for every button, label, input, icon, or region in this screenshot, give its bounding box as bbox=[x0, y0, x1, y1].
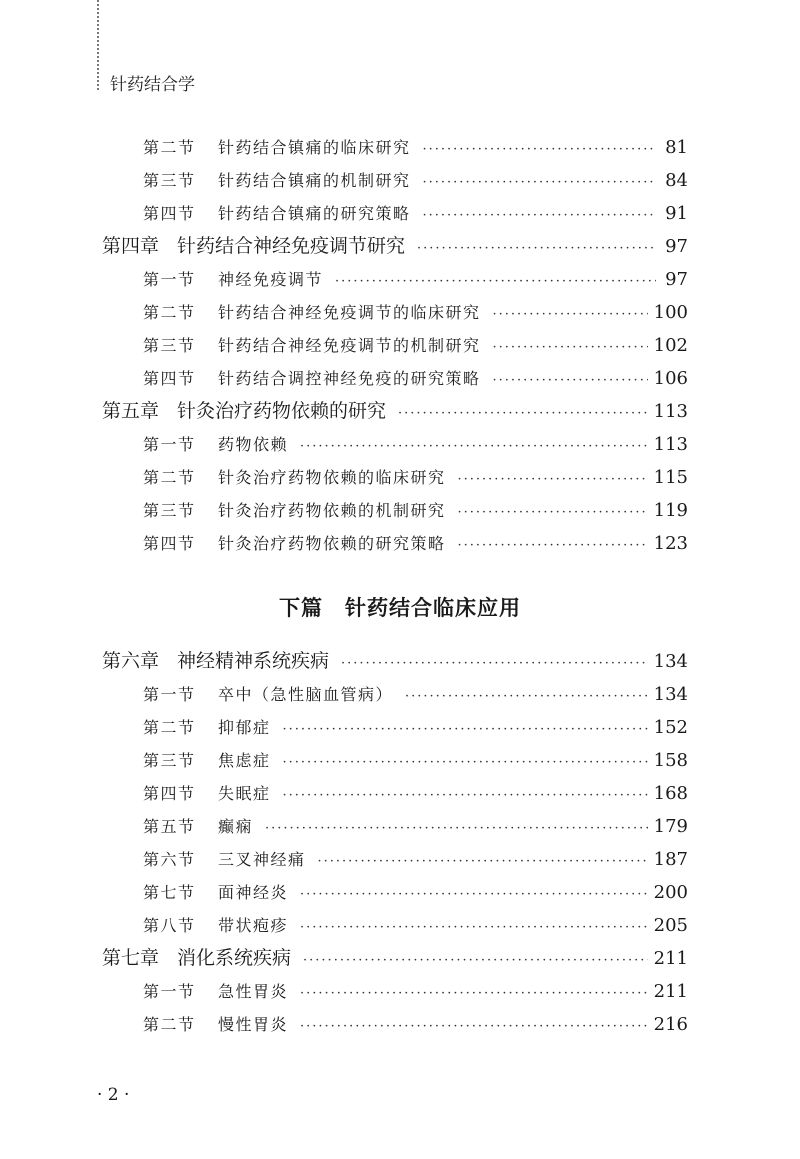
toc-entry-title: 慢性胃炎 bbox=[218, 1015, 289, 1034]
toc-chapter-entry bbox=[102, 942, 688, 975]
toc-dot-leader bbox=[318, 845, 648, 878]
toc-entry-number: 第五章 bbox=[102, 400, 160, 422]
toc-entry-page: 168 bbox=[653, 783, 688, 804]
toc-entry-number: 第五节 bbox=[143, 817, 196, 836]
toc-entry-page: 97 bbox=[665, 236, 688, 257]
toc-entry-number: 第四节 bbox=[143, 534, 196, 553]
toc-entry-title: 抑郁症 bbox=[218, 718, 271, 737]
toc-entry-page: 205 bbox=[653, 915, 688, 936]
toc-entry-page: 84 bbox=[665, 170, 688, 191]
toc-entry-title: 焦虑症 bbox=[218, 751, 271, 770]
toc-entry-number: 第二节 bbox=[143, 1015, 196, 1034]
toc-entry-page: 115 bbox=[653, 467, 688, 488]
toc-entry-page: 113 bbox=[653, 434, 688, 455]
toc-section-entry bbox=[143, 975, 688, 1008]
toc-dot-leader bbox=[493, 331, 648, 364]
margin-dotted-rule bbox=[97, 0, 99, 90]
toc-entry-page: 158 bbox=[653, 750, 688, 771]
toc-entry-page: 211 bbox=[653, 948, 688, 969]
toc-section-top bbox=[0, 131, 800, 560]
toc-dot-leader bbox=[398, 397, 648, 430]
toc-entry-page: 113 bbox=[653, 401, 688, 422]
toc-dot-leader bbox=[300, 911, 648, 944]
toc-entry-page: 200 bbox=[653, 882, 688, 903]
toc-entry-page: 134 bbox=[653, 684, 688, 705]
toc-entry-number: 第四节 bbox=[143, 369, 196, 388]
toc-dot-leader bbox=[300, 1010, 648, 1043]
toc-entry-number: 第一节 bbox=[143, 270, 196, 289]
toc-section-entry bbox=[143, 164, 688, 197]
toc-chapter-entry bbox=[102, 395, 688, 428]
toc-entry-number: 第一节 bbox=[143, 982, 196, 1001]
toc-dot-leader bbox=[265, 812, 648, 845]
toc-dot-leader bbox=[423, 166, 656, 199]
toc-entry-page: 106 bbox=[653, 368, 688, 389]
toc-entry-title: 神经免疫调节 bbox=[218, 270, 324, 289]
toc-entry-title: 针灸治疗药物依赖的临床研究 bbox=[218, 468, 446, 487]
toc-section-entry bbox=[143, 461, 688, 494]
toc-entry-page: 187 bbox=[653, 849, 688, 870]
toc-section-entry bbox=[143, 1008, 688, 1041]
toc-section-entry bbox=[143, 843, 688, 876]
toc-entry-page: 119 bbox=[653, 500, 688, 521]
toc-entry-title: 急性胃炎 bbox=[218, 982, 289, 1001]
toc-entry-title: 面神经炎 bbox=[218, 883, 289, 902]
toc-section-entry bbox=[143, 777, 688, 810]
toc-entry-page: 97 bbox=[665, 269, 688, 290]
toc-dot-leader bbox=[283, 713, 648, 746]
toc-dot-leader bbox=[423, 133, 656, 166]
toc-entry-title: 卒中（急性脑血管病） bbox=[218, 685, 394, 704]
toc-entry-number: 第七节 bbox=[143, 883, 196, 902]
toc-dot-leader bbox=[300, 430, 648, 463]
toc-entry-page: 134 bbox=[653, 651, 688, 672]
toc-entry-title: 神经精神系统疾病 bbox=[177, 650, 330, 672]
toc-section-entry bbox=[143, 527, 688, 560]
toc-section-entry bbox=[143, 131, 688, 164]
toc-entry-title: 针药结合调控神经免疫的研究策略 bbox=[218, 369, 481, 388]
toc-entry-number: 第四章 bbox=[102, 235, 160, 257]
toc-entry-page: 211 bbox=[653, 981, 688, 1002]
toc-entry-number: 第一节 bbox=[143, 685, 196, 704]
toc-entry-number: 第二节 bbox=[143, 468, 196, 487]
toc-entry-title: 针药结合镇痛的机制研究 bbox=[218, 171, 411, 190]
toc-dot-leader bbox=[283, 746, 648, 779]
toc-dot-leader bbox=[458, 496, 648, 529]
toc-entry-title: 带状疱疹 bbox=[218, 916, 289, 935]
toc-entry-page: 91 bbox=[665, 203, 688, 224]
toc-section-entry bbox=[143, 197, 688, 230]
toc-dot-leader bbox=[417, 232, 656, 265]
toc-entry-title: 针药结合神经免疫调节的临床研究 bbox=[218, 303, 481, 322]
toc-entry-number: 第八节 bbox=[143, 916, 196, 935]
part-title: 下篇 针药结合临床应用 bbox=[279, 596, 521, 620]
toc-section-entry bbox=[143, 428, 688, 461]
toc-entry-title: 失眠症 bbox=[218, 784, 271, 803]
toc-dot-leader bbox=[303, 944, 648, 977]
toc-entry-number: 第四节 bbox=[143, 204, 196, 223]
toc-entry-number: 第二节 bbox=[143, 303, 196, 322]
toc-entry-title: 针药结合神经免疫调节研究 bbox=[177, 235, 406, 257]
toc-section-entry bbox=[143, 678, 688, 711]
toc-entry-number: 第六章 bbox=[102, 650, 160, 672]
toc-section-entry bbox=[143, 744, 688, 777]
toc-dot-leader bbox=[493, 298, 648, 331]
toc-entry-page: 102 bbox=[653, 335, 688, 356]
toc-entry-page: 123 bbox=[653, 533, 688, 554]
toc-entry-number: 第二节 bbox=[143, 138, 196, 157]
toc-dot-leader bbox=[300, 977, 648, 1010]
toc-section-entry bbox=[143, 362, 688, 395]
toc-dot-leader bbox=[341, 647, 648, 680]
page-number: · 2 · bbox=[97, 1085, 130, 1105]
toc-section-entry bbox=[143, 296, 688, 329]
toc-chapter-entry bbox=[102, 230, 688, 263]
toc-section-entry bbox=[143, 711, 688, 744]
toc-dot-leader bbox=[300, 878, 648, 911]
toc-entry-number: 第七章 bbox=[102, 947, 160, 969]
toc-entry-page: 152 bbox=[653, 717, 688, 738]
toc-entry-number: 第三节 bbox=[143, 751, 196, 770]
running-head: 针药结合学 bbox=[110, 75, 195, 95]
toc-entry-title: 三叉神经痛 bbox=[218, 850, 306, 869]
toc-entry-number: 第四节 bbox=[143, 784, 196, 803]
toc-entry-title: 消化系统疾病 bbox=[177, 947, 292, 969]
toc-entry-page: 100 bbox=[653, 302, 688, 323]
toc-entry-title: 针灸治疗药物依赖的研究策略 bbox=[218, 534, 446, 553]
toc-entry-page: 179 bbox=[653, 816, 688, 837]
toc-entry-number: 第三节 bbox=[143, 501, 196, 520]
toc-dot-leader bbox=[423, 199, 656, 232]
toc-entry-title: 癫痫 bbox=[218, 817, 254, 836]
toc-chapter-entry bbox=[102, 645, 688, 678]
toc-section-entry bbox=[143, 909, 688, 942]
toc-section-entry bbox=[143, 876, 688, 909]
toc-entry-title: 针药结合神经免疫调节的机制研究 bbox=[218, 336, 481, 355]
toc-entry-number: 第一节 bbox=[143, 435, 196, 454]
toc-entry-title: 针药结合镇痛的临床研究 bbox=[218, 138, 411, 157]
toc-entry-number: 第三节 bbox=[143, 171, 196, 190]
toc-entry-number: 第二节 bbox=[143, 718, 196, 737]
toc-entry-title: 针灸治疗药物依赖的研究 bbox=[177, 400, 387, 422]
toc-section-entry bbox=[143, 263, 688, 296]
toc-entry-title: 药物依赖 bbox=[218, 435, 289, 454]
toc-entry-page: 216 bbox=[653, 1014, 688, 1035]
toc-section-entry bbox=[143, 494, 688, 527]
toc-section-bottom bbox=[0, 645, 800, 1041]
toc-entry-title: 针药结合镇痛的研究策略 bbox=[218, 204, 411, 223]
toc-dot-leader bbox=[283, 779, 648, 812]
toc-entry-number: 第六节 bbox=[143, 850, 196, 869]
toc-dot-leader bbox=[405, 680, 648, 713]
toc-dot-leader bbox=[458, 529, 648, 562]
toc-entry-number: 第三节 bbox=[143, 336, 196, 355]
toc-entry-title: 针灸治疗药物依赖的机制研究 bbox=[218, 501, 446, 520]
toc-section-entry bbox=[143, 810, 688, 843]
toc-dot-leader bbox=[493, 364, 648, 397]
toc-section-entry bbox=[143, 329, 688, 362]
toc-entry-page: 81 bbox=[665, 137, 688, 158]
toc-dot-leader bbox=[335, 265, 656, 298]
toc-dot-leader bbox=[458, 463, 648, 496]
